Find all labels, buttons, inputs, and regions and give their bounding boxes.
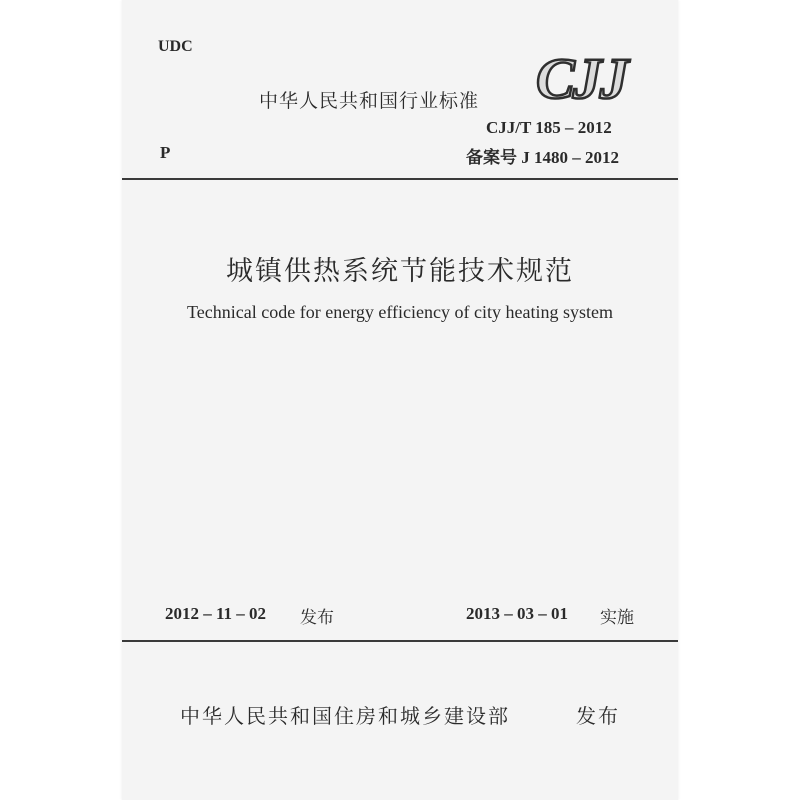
- publisher: 中华人民共和国住房和城乡建设部: [180, 704, 510, 728]
- standard-code: CJJ/T 185 – 2012: [486, 118, 612, 137]
- issue-date: 2012 – 11 – 02: [165, 604, 267, 623]
- top-divider: [122, 178, 678, 180]
- record-number: 备案号 J 1480 – 2012: [466, 148, 619, 167]
- cjj-logo: CJJ: [536, 46, 627, 111]
- issue-label: 发布: [300, 608, 334, 628]
- implementation-label: 实施: [600, 608, 634, 628]
- industry-standard-heading: 中华人民共和国行业标准: [259, 90, 480, 112]
- title-english: Technical code for energy efficiency of city heating system: [187, 302, 613, 322]
- implementation-date: 2013 – 03 – 01: [466, 604, 568, 623]
- category-letter: P: [160, 143, 171, 162]
- bottom-divider: [122, 640, 678, 642]
- title-chinese: 城镇供热系统节能技术规范: [226, 256, 574, 287]
- publish-label: 发布: [576, 704, 620, 728]
- udc-label: UDC: [158, 38, 193, 55]
